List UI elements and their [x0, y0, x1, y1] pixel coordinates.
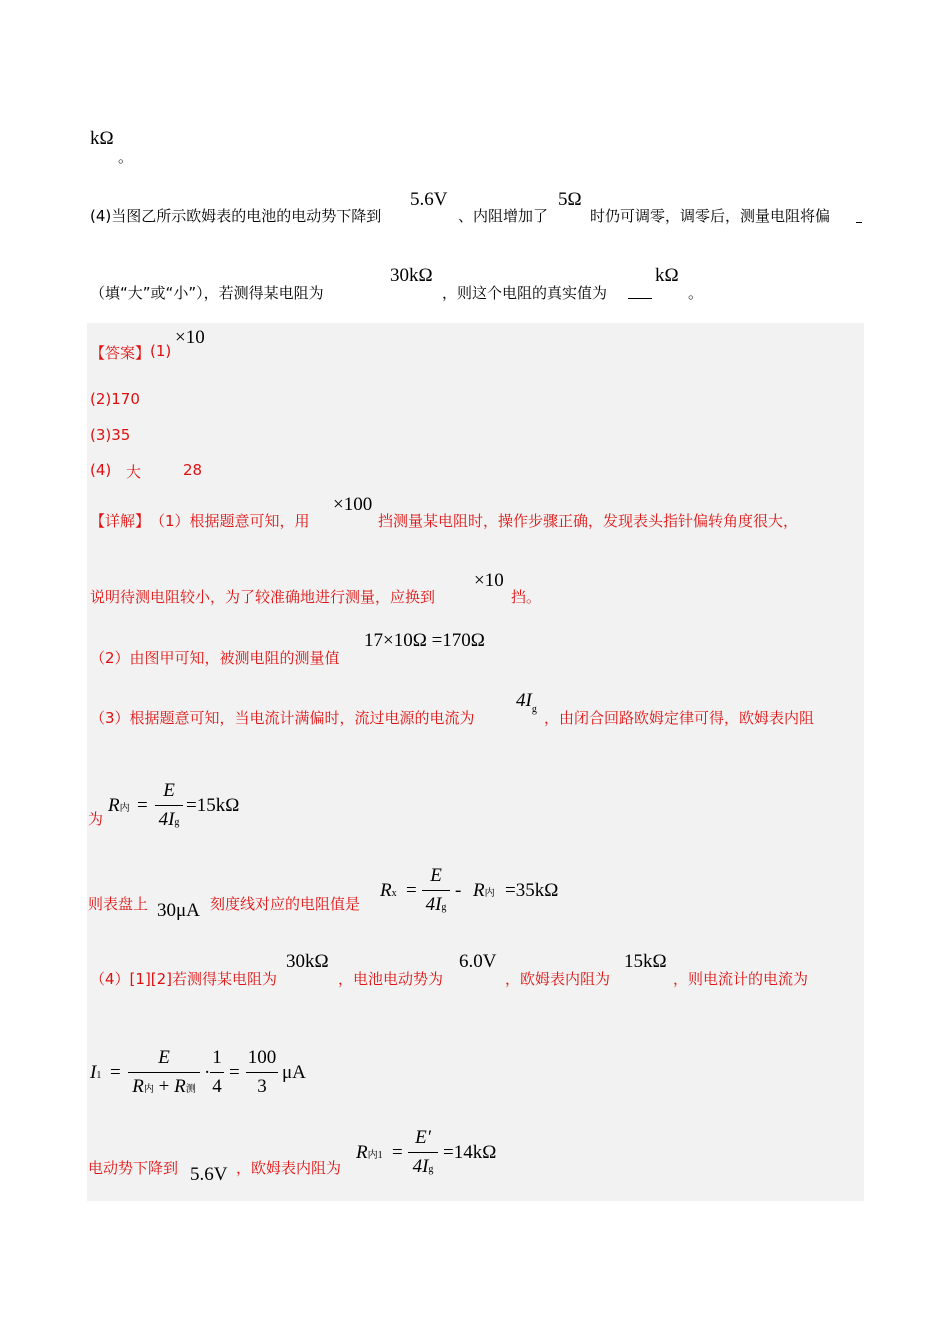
detail-p3-d: 则表盘上: [88, 895, 149, 913]
answer-2: (2)170: [90, 390, 140, 408]
detail-p1-math-2: ×10: [474, 570, 504, 591]
detail-p5-math: 5.6V: [190, 1164, 228, 1185]
detail-p2-math: 17×10Ω =170Ω: [364, 630, 485, 651]
answer-4-value-2: 28: [183, 461, 203, 479]
q4-blank-1: [856, 222, 862, 223]
q4-text-d: （填“大”或“小”），若测得某电阻为: [90, 284, 324, 302]
detail-p3-a: （3）根据题意可知，当电流计满偏时，流过电源的电流为: [90, 709, 475, 727]
detail-p4-math-2: 6.0V: [459, 951, 497, 972]
detail-p1-d: 挡。: [511, 588, 542, 606]
answer-4-value-1: 大: [126, 463, 142, 481]
answer-1-prefix: (1): [150, 342, 172, 360]
q4-text-a: (4)当图乙所示欧姆表的电池的电动势下降到: [90, 207, 382, 225]
period: 。: [118, 148, 134, 166]
detail-p1-b: 挡测量某电阻时，操作步骤正确，发现表头指针偏转角度很大，: [378, 512, 799, 530]
detail-p3-e: 刻度线对应的电阻值是: [210, 895, 361, 913]
q4-text-e: ，则这个电阻的真实值为: [442, 284, 608, 302]
detail-p5-b: ，欧姆表内阻为: [236, 1159, 342, 1177]
q4-math-d: kΩ: [655, 265, 679, 286]
detail-p3-c: 为: [88, 810, 104, 828]
detail-p2-a: （2）由图甲可知，被测电阻的测量值: [90, 649, 340, 667]
q4-math-a: 5.6V: [410, 189, 448, 210]
detail-p3-math-2: 30μA: [157, 900, 200, 921]
q4-text-c: 时仍可调零，调零后，测量电阻将偏: [590, 207, 831, 225]
detail-p4-math-3: 15kΩ: [624, 951, 667, 972]
answer-1-math: ×10: [175, 327, 205, 348]
answer-label: 【答案】: [90, 344, 151, 362]
detail-p4-c: ，欧姆表内阻为: [505, 970, 611, 988]
detail-p4-b: ，电池电动势为: [338, 970, 444, 988]
detail-p3-b: ，由闭合回路欧姆定律可得，欧姆表内阻: [544, 709, 815, 727]
detail-p1-math-1: ×100: [333, 494, 373, 515]
answer-4-num: (4): [90, 461, 112, 479]
detail-p4-math-1: 30kΩ: [286, 951, 329, 972]
detail-p1-c: 说明待测电阻较小，为了较准确地进行测量，应换到: [90, 588, 436, 606]
detail-p4-d: ，则电流计的电流为: [673, 970, 809, 988]
detail-p5-a: 电动势下降到: [88, 1159, 179, 1177]
detail-p4-a: （4）[1][2]若测得某电阻为: [90, 970, 278, 988]
answer-3: (3)35: [90, 426, 131, 444]
q4-blank-2: [628, 298, 652, 299]
detail-p3-math: $4I_g$: [516, 690, 537, 715]
q4-text-f: 。: [688, 284, 704, 302]
detail-label: 【详解】: [90, 512, 151, 530]
q4-math-c: 30kΩ: [390, 265, 433, 286]
q4-math-b: 5Ω: [558, 189, 582, 210]
detail-p1-a: （1）根据题意可知，用: [150, 512, 310, 530]
q4-text-b: 、内阻增加了: [458, 207, 549, 225]
unit-kohm: kΩ: [90, 128, 114, 149]
